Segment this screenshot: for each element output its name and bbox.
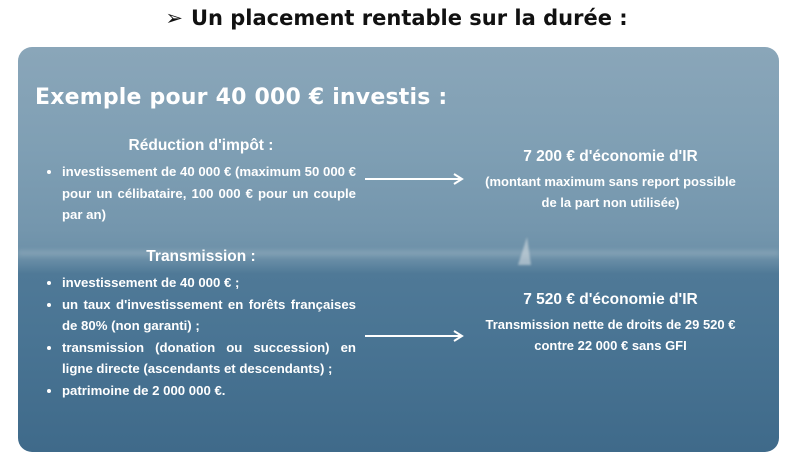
list-item: • transmission (donation ou succession) en ligne directe (ascendants et descendants) ; [62, 337, 356, 380]
section-title: Transmission : [146, 248, 256, 265]
result-text: Transmission nette de droits de 29 520 € contre 22 000 € sans GFI [485, 317, 736, 353]
result-tax-reduction [483, 148, 738, 213]
list-item: • investissement de 40 000 € (maximum 50 000 € pour un célibataire, 100 000 € pour un couple par an) [62, 161, 356, 226]
section-tax-reduction [46, 137, 356, 226]
section-transmission [46, 248, 356, 401]
bullet-list [46, 272, 356, 401]
result-text: (montant maximum sans report possible de la part non utilisée) [485, 174, 736, 210]
list-item: • un taux d'investissement en forêts françaises de 80% (non garanti) ; [62, 294, 356, 337]
example-card [18, 47, 779, 452]
list-item: • patrimoine de 2 000 000 €. [62, 380, 356, 402]
sailboat-image [518, 237, 531, 265]
list-item: • investissement de 40 000 € ; [62, 272, 356, 294]
right-arrow-icon [365, 173, 465, 185]
heading-text: Un placement rentable sur la durée : [190, 6, 628, 30]
result-title: 7 200 € d'économie d'IR [523, 148, 698, 165]
card-title: Exemple pour 40 000 € investis : [35, 85, 448, 110]
bullet-list [46, 161, 356, 226]
arrow-bullet-icon: ➢ [165, 6, 183, 30]
section-title: Réduction d'impôt : [128, 137, 274, 154]
result-transmission [483, 291, 738, 356]
result-title: 7 520 € d'économie d'IR [523, 291, 698, 308]
right-arrow-icon [365, 330, 465, 342]
page-heading [0, 6, 793, 30]
